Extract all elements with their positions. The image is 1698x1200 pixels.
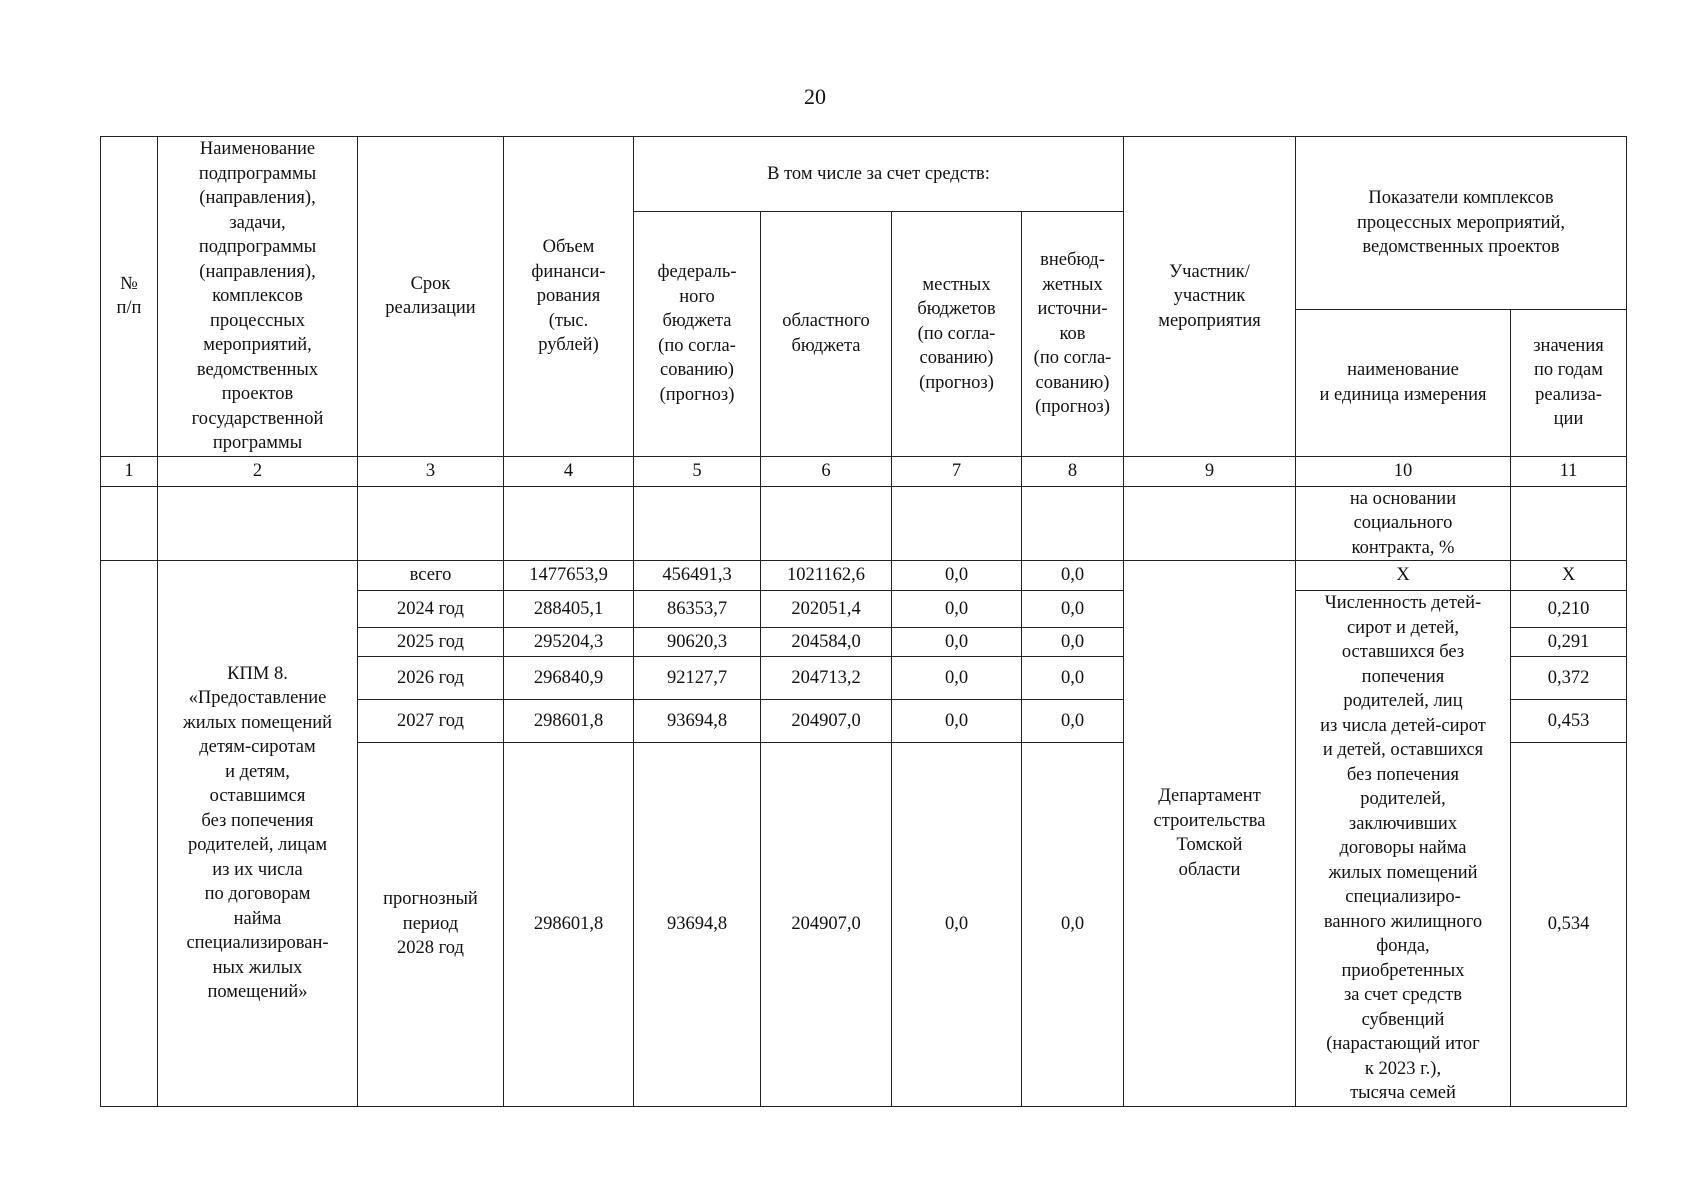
col-number: 7 xyxy=(892,456,1022,486)
header-row-1 xyxy=(101,137,1627,212)
offbudget-cell: 0,0 xyxy=(1022,656,1124,699)
offbudget-cell: 0,0 xyxy=(1022,561,1124,591)
federal-cell: 456491,3 xyxy=(634,561,761,591)
volume-cell: 298601,8 xyxy=(504,742,634,1106)
col-number: 4 xyxy=(504,456,634,486)
federal-cell: 92127,7 xyxy=(634,656,761,699)
header-volume: Объем финанси- рования (тыс. рублей) xyxy=(504,137,634,457)
header-indicators: Показатели комплексов процессных мероприятий, ведомственных проектов xyxy=(1296,137,1627,310)
empty-cell xyxy=(504,486,634,561)
regional-cell: 204584,0 xyxy=(761,628,892,656)
kpm-total-row xyxy=(101,561,1627,591)
indicator-value-cell: 0,534 xyxy=(1511,742,1627,1106)
col-number: 1 xyxy=(101,456,158,486)
empty-cell xyxy=(158,486,358,561)
row-number-cell xyxy=(101,561,158,1107)
header-name: Наименование подпрограммы (направления), задачи, подпрограммы (направления), комплексов процессных мероприятий, ведомственных проектов государственной программы xyxy=(158,137,358,457)
indicator-value-cell: 0,210 xyxy=(1511,591,1627,628)
column-number-row xyxy=(101,456,1627,486)
carryover-indicator-text: на основании социального контракта, % xyxy=(1296,486,1511,561)
federal-cell: 86353,7 xyxy=(634,591,761,628)
regional-cell: 204907,0 xyxy=(761,700,892,742)
empty-cell xyxy=(358,486,504,561)
local-cell: 0,0 xyxy=(892,561,1022,591)
empty-cell xyxy=(1511,486,1627,561)
empty-cell xyxy=(1022,486,1124,561)
volume-cell: 295204,3 xyxy=(504,628,634,656)
header-term: Срок реализации xyxy=(358,137,504,457)
regional-cell: 204713,2 xyxy=(761,656,892,699)
col-number: 6 xyxy=(761,456,892,486)
federal-cell: 93694,8 xyxy=(634,742,761,1106)
term-cell: 2026 год xyxy=(358,656,504,699)
federal-cell: 90620,3 xyxy=(634,628,761,656)
term-cell: 2025 год xyxy=(358,628,504,656)
col-number: 10 xyxy=(1296,456,1511,486)
indicator-value-mark: X xyxy=(1511,561,1627,591)
volume-cell: 296840,9 xyxy=(504,656,634,699)
kpm-participant: Департамент строительства Томской области xyxy=(1124,561,1296,1107)
header-including: В том числе за счет средств: xyxy=(634,137,1124,212)
indicator-name-mark: X xyxy=(1296,561,1511,591)
col-number: 8 xyxy=(1022,456,1124,486)
empty-cell xyxy=(892,486,1022,561)
term-cell: всего xyxy=(358,561,504,591)
local-cell: 0,0 xyxy=(892,656,1022,699)
local-cell: 0,0 xyxy=(892,591,1022,628)
indicator-value-cell: 0,372 xyxy=(1511,656,1627,699)
regional-cell: 1021162,6 xyxy=(761,561,892,591)
term-cell: 2024 год xyxy=(358,591,504,628)
indicator-value-cell: 0,453 xyxy=(1511,700,1627,742)
empty-cell xyxy=(634,486,761,561)
term-cell: прогнозный период 2028 год xyxy=(358,742,504,1106)
term-cell: 2027 год xyxy=(358,700,504,742)
program-table xyxy=(100,136,1627,1107)
local-cell: 0,0 xyxy=(892,742,1022,1106)
offbudget-cell: 0,0 xyxy=(1022,742,1124,1106)
kpm-indicator-name: Численность детей- сирот и детей, оставшихся без попечения родителей, лиц из числа детей-сирот и детей, оставшихся без попечения родителей, заключивших договоры найма жилых помещений специализиро- ванного жилищного фонда, приобретенных за счет средств субвенций (нарастающий итог к 2023 г.), тысяча семей xyxy=(1296,591,1511,1107)
header-no: № п/п xyxy=(101,137,158,457)
header-local: местных бюджетов (по согла- сованию) (прогноз) xyxy=(892,212,1022,457)
page-number: 20 xyxy=(804,84,826,109)
local-cell: 0,0 xyxy=(892,700,1022,742)
header-participant: Участник/ участник мероприятия xyxy=(1124,137,1296,457)
col-number: 11 xyxy=(1511,456,1627,486)
regional-cell: 202051,4 xyxy=(761,591,892,628)
carryover-row xyxy=(101,486,1627,561)
volume-cell: 288405,1 xyxy=(504,591,634,628)
empty-cell xyxy=(1124,486,1296,561)
offbudget-cell: 0,0 xyxy=(1022,591,1124,628)
local-cell: 0,0 xyxy=(892,628,1022,656)
header-indicator-values: значения по годам реализа- ции xyxy=(1511,309,1627,456)
col-number: 3 xyxy=(358,456,504,486)
federal-cell: 93694,8 xyxy=(634,700,761,742)
volume-cell: 298601,8 xyxy=(504,700,634,742)
header-offbudget: внебюд- жетных источни- ков (по согла- сованию) (прогноз) xyxy=(1022,212,1124,457)
offbudget-cell: 0,0 xyxy=(1022,700,1124,742)
kpm-name: КПМ 8. «Предоставление жилых помещений детям-сиротам и детям, оставшимся без попечения родителей, лицам из их числа по договорам найма специализирован- ных жилых помещений» xyxy=(158,561,358,1107)
regional-cell: 204907,0 xyxy=(761,742,892,1106)
empty-cell xyxy=(101,486,158,561)
empty-cell xyxy=(761,486,892,561)
indicator-value-cell: 0,291 xyxy=(1511,628,1627,656)
col-number: 5 xyxy=(634,456,761,486)
col-number: 9 xyxy=(1124,456,1296,486)
offbudget-cell: 0,0 xyxy=(1022,628,1124,656)
header-federal: федераль- ного бюджета (по согла- сованию) (прогноз) xyxy=(634,212,761,457)
col-number: 2 xyxy=(158,456,358,486)
header-regional: областного бюджета xyxy=(761,212,892,457)
header-indicator-name: наименование и единица измерения xyxy=(1296,309,1511,456)
volume-cell: 1477653,9 xyxy=(504,561,634,591)
